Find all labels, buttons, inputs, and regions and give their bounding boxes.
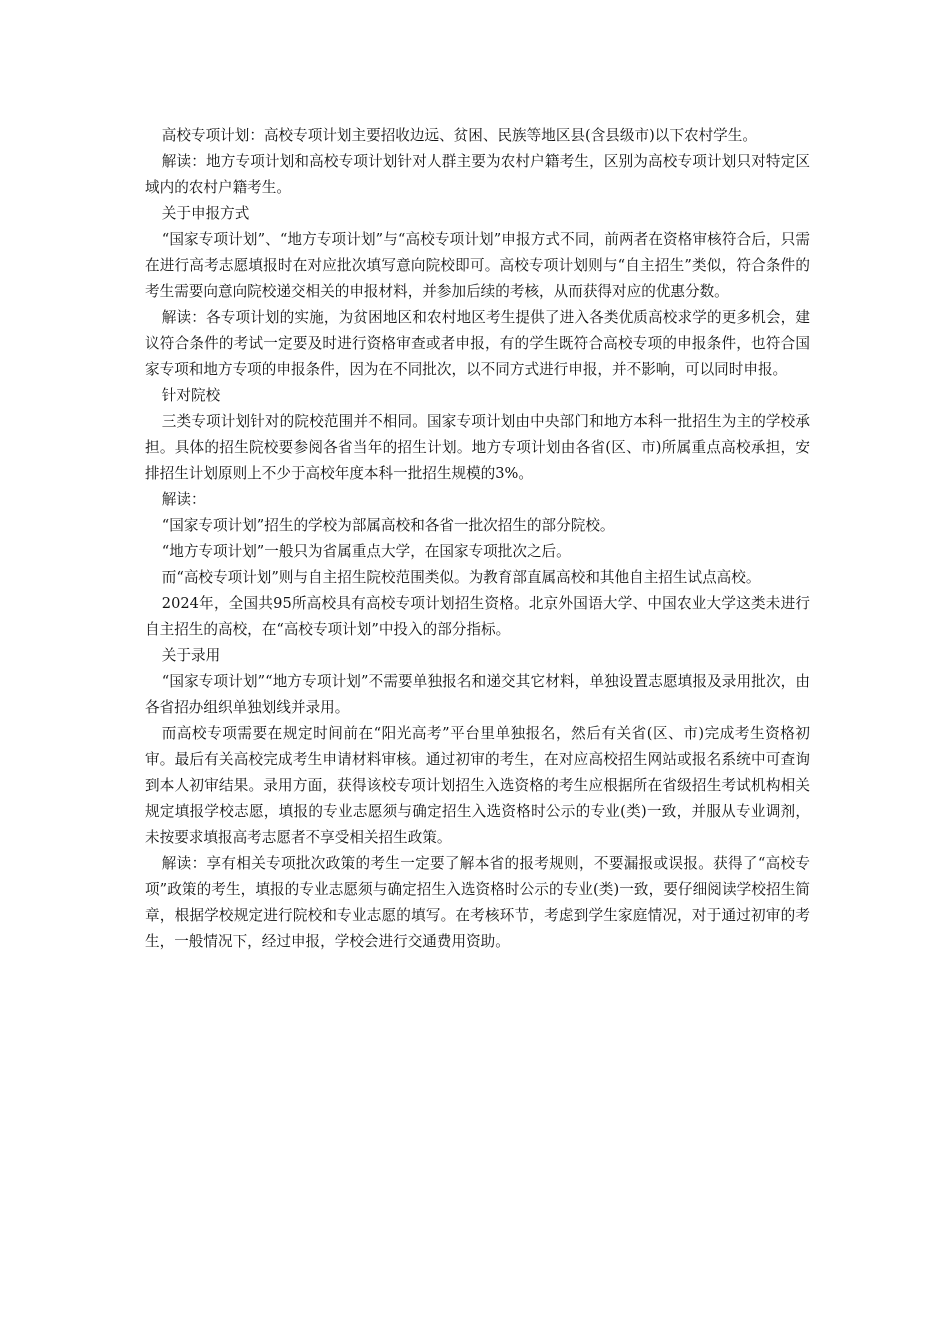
- paragraph-interpretation-1: 解读：地方专项计划和高校专项计划针对人群主要为农村户籍考生，区别为高校专项计划只对特定区域内的农村户籍考生。: [145, 153, 810, 196]
- paragraph-application-method: “国家专项计划”、“地方专项计划”与“高校专项计划”申报方式不同，前两者在资格审核符合后，只需在进行高考志愿填报时在对应批次填写意向院校即可。高校专项计划则与“自主招生”类似，符合条件的考生需要向意向院校递交相关的申报材料，并参加后续的考核，从而获得对应的优惠分数。: [145, 231, 810, 300]
- paragraph-2024-statistics: 2024年，全国共95所高校具有高校专项计划招生资格。北京外国语大学、中国农业大学这类未进行自主招生的高校，在“高校专项计划”中投入的部分指标。: [145, 595, 810, 638]
- paragraph-admission-university: 而高校专项需要在规定时间前在“阳光高考”平台里单独报名，然后有关省(区、市)完成考生资格初审。最后有关高校完成考生申请材料审核。通过初审的考生，在对应高校招生网站或报名系统中可查询到本人初审结果。录用方面，获得该校专项计划招生入选资格的考生应根据所在省级招生考试机构相关规定填报学校志愿，填报的专业志愿须与确定招生入选资格时公示的专业(类)一致，并服从专业调剂，未按要求填报高考志愿者不享受相关招生政策。: [145, 725, 810, 846]
- paragraph-target-schools: 三类专项计划针对的院校范围并不相同。国家专项计划由中央部门和地方本科一批招生为主的学校承担。具体的招生院校要参阅各省当年的招生计划。地方专项计划由各省(区、市)所属重点高校承担，安排招生计划原则上不少于高校年度本科一批招生规模的3%。: [145, 413, 810, 482]
- paragraph-interpretation-2: 解读：各专项计划的实施，为贫困地区和农村地区考生提供了进入各类优质高校求学的更多机会，建议符合条件的考试一定要及时进行资格审查或者申报，有的学生既符合高校专项的申报条件，也符合国家专项和地方专项的申报条件，因为在不同批次，以不同方式进行申报，并不影响，可以同时申报。: [145, 309, 810, 378]
- section-heading-target-schools: 针对院校: [161, 387, 221, 404]
- section-heading-application-method: 关于申报方式: [161, 205, 250, 222]
- document-body: [145, 123, 810, 955]
- paragraph-admission-national-local: “国家专项计划”“地方专项计划”不需要单独报名和递交其它材料，单独设置志愿填报及录用批次，由各省招办组织单独划线并录用。: [145, 673, 810, 716]
- paragraph-national-plan-schools: “国家专项计划”招生的学校为部属高校和各省一批次招生的部分院校。: [161, 517, 615, 534]
- paragraph-local-plan-schools: “地方专项计划”一般只为省属重点大学，在国家专项批次之后。: [161, 543, 571, 560]
- paragraph-gaoxiao-definition: 高校专项计划：高校专项计划主要招收边远、贫困、民族等地区县(含县级市)以下农村学生。: [161, 127, 757, 144]
- section-heading-admission: 关于录用: [161, 647, 221, 664]
- paragraph-interpretation-3-label: 解读：: [161, 491, 206, 508]
- paragraph-interpretation-4: 解读：享有相关专项批次政策的考生一定要了解本省的报考规则，不要漏报或误报。获得了“高校专项”政策的考生，填报的专业志愿须与确定招生入选资格时公示的专业(类)一致，要仔细阅读学校招生简章，根据学校规定进行院校和专业志愿的填写。在考核环节，考虑到学生家庭情况，对于通过初审的考生，一般情况下，经过申报，学校会进行交通费用资助。: [145, 855, 810, 950]
- paragraph-university-plan-schools: 而“高校专项计划”则与自主招生院校范围类似。为教育部直属高校和其他自主招生试点高校。: [161, 569, 761, 586]
